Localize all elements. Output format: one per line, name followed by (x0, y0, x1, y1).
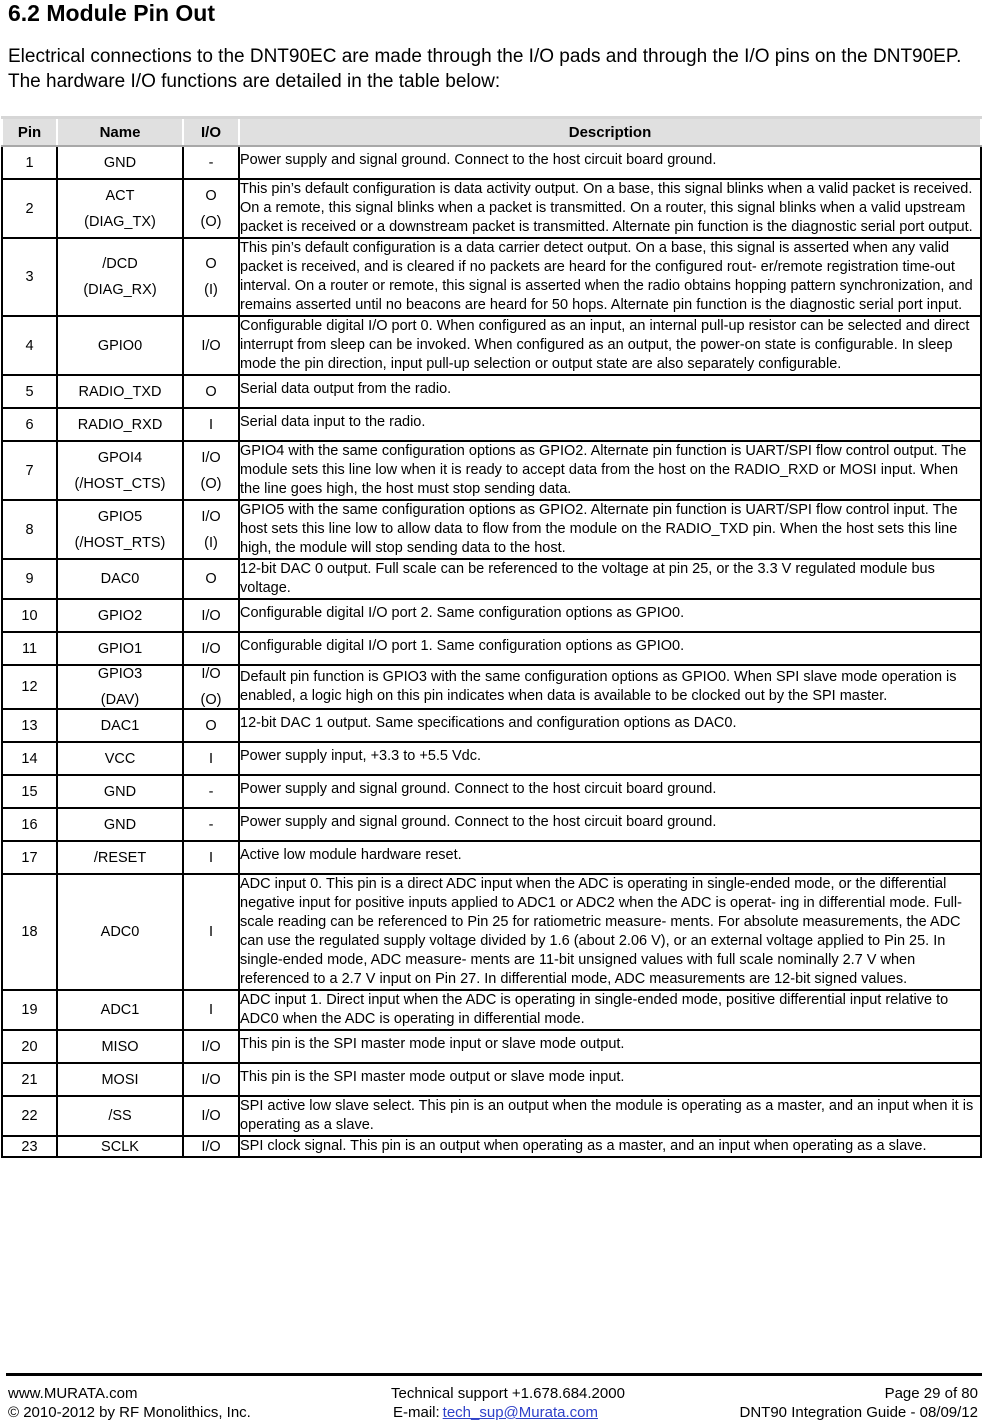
pin-description: Serial data input to the radio. (239, 408, 981, 441)
section-heading: 6.2 Module Pin Out (8, 0, 216, 26)
pin-number: 19 (2, 990, 57, 1030)
pin-name (57, 632, 183, 665)
pin-name-primary: ADC0 (100, 924, 140, 940)
table-row (2, 375, 981, 408)
pin-description: Power supply and signal ground. Connect to the host circuit board ground. (239, 146, 981, 179)
pin-io (183, 316, 239, 375)
pin-name (57, 1096, 183, 1136)
pin-io (183, 1030, 239, 1063)
pin-description: Serial data output from the radio. (239, 375, 981, 408)
pin-name-alternate: (/HOST_CTS) (74, 475, 166, 492)
table-row (2, 1063, 981, 1096)
pin-io (183, 1136, 239, 1157)
pin-io (183, 559, 239, 599)
table-row (2, 709, 981, 742)
pin-io-primary: O (205, 717, 217, 734)
pin-name-alternate: (DIAG_RX) (83, 282, 157, 298)
pin-description: ADC input 1. Direct input when the ADC is operating in single-ended mode, positive differential input relative to ADC0 when the ADC is operating in differential mode. (239, 990, 981, 1030)
pin-io-primary: - (208, 783, 214, 800)
pin-io (183, 441, 239, 500)
pin-name (57, 1030, 183, 1063)
pin-number: 15 (2, 775, 57, 808)
pin-number: 4 (2, 316, 57, 375)
pin-name (57, 238, 183, 316)
pin-name-primary: /SS (108, 1108, 132, 1124)
pin-name-primary: GND (103, 154, 137, 171)
table-row (2, 808, 981, 841)
pin-description: 12-bit DAC 1 output. Same specifications and configuration options as DAC0. (239, 709, 981, 742)
pin-io-primary: I/O (201, 640, 221, 657)
pin-number: 8 (2, 500, 57, 559)
pin-name-primary: GPIO1 (97, 640, 143, 657)
pin-name-primary: GND (103, 816, 137, 833)
table-row (2, 841, 981, 874)
pin-name-alternate: (DAV) (100, 692, 140, 708)
pin-name-primary: GPOI4 (97, 449, 143, 466)
pin-description: This pin’s default configuration is a data carrier detect output. On a base, this signal is asserted when any valid packet is received, and is cleared if no packets are heard for the configured rout- er/remote registration time-out interval. On a router or remote, this signal is asserted when the radio obtains hopping pattern synchronization, and remains asserted until no beacons are heard for 50 hops. Alternate pin function is the diagnostic serial port input. (239, 238, 981, 316)
pin-name-primary: ADC1 (100, 1002, 140, 1018)
pin-io-primary: I (208, 924, 214, 940)
pin-description: Configurable digital I/O port 1. Same configuration options as GPIO0. (239, 632, 981, 665)
pin-description: Active low module hardware reset. (239, 841, 981, 874)
pin-number: 18 (2, 874, 57, 990)
pin-io-primary: I/O (201, 666, 221, 682)
pin-io (183, 146, 239, 179)
pin-name (57, 316, 183, 375)
footer-copyright: © 2010-2012 by RF Monolithics, Inc. (8, 1404, 251, 1421)
pin-name-alternate: (DIAG_TX) (84, 213, 156, 230)
table-row (2, 1030, 981, 1063)
pin-name-primary: MISO (101, 1038, 139, 1055)
pin-io (183, 990, 239, 1030)
pin-description: ADC input 0. This pin is a direct ADC input when the ADC is operating in single-ended mode, or the differential negative input for positive inputs applied to ADC1 or ADC2 when the ADC is operat- ing in differential mode. Full-scale reading can be referenced to Pin 25 for ratiometric measure- ments. For absolute measurements, the ADC can use the regulated supply voltage divided by 1.6 (about 2.06 V), or an external voltage applied to Pin 25. In single-ended mode, ADC measure- ments are 11-bit unsigned values with full scale nominally 2.7 V when referenced to a 2.7 V input on Pin 27. In differential mode, ADC measurements are 12-bit signed values. (239, 874, 981, 990)
pin-io-primary: I/O (201, 1138, 221, 1155)
pin-io-primary: O (205, 571, 217, 587)
pin-description: GPIO4 with the same configuration options as GPIO2. Alternate pin function is UART/SPI flow control output. The module sets this line low when it is ready to accept data from the host on the RADIO_RXD or MOSI input. When the line goes high, the host must stop sending data. (239, 441, 981, 500)
pin-number: 23 (2, 1136, 57, 1157)
pin-name (57, 559, 183, 599)
pin-name-alternate: (/HOST_RTS) (74, 534, 166, 551)
pin-name (57, 841, 183, 874)
pin-io-primary: O (205, 256, 217, 272)
pin-io (183, 632, 239, 665)
pin-number: 1 (2, 146, 57, 179)
pin-number: 9 (2, 559, 57, 599)
pin-name-primary: GPIO0 (97, 337, 143, 354)
pin-name-primary: GPIO3 (97, 666, 143, 682)
pin-name-primary: SCLK (101, 1138, 139, 1155)
pin-name (57, 500, 183, 559)
intro-paragraph: Electrical connections to the DNT90EC are made through the I/O pads and through the I/O pins on the DNT90EP. The hardware I/O functions are detailed in the table below: (8, 46, 962, 92)
pin-number: 14 (2, 742, 57, 775)
pin-number: 11 (2, 632, 57, 665)
footer-guide-title: DNT90 Integration Guide - 08/09/12 (739, 1404, 978, 1421)
pin-description: SPI active low slave select. This pin is an output when the module is operating as a master, and an input when it is operating as a slave. (239, 1096, 981, 1136)
footer-email-link[interactable]: tech_sup@Murata.com (442, 1404, 598, 1421)
pin-io (183, 874, 239, 990)
footer-support-phone: Technical support +1.678.684.2000 (391, 1385, 625, 1402)
pin-name (57, 874, 183, 990)
pin-io (183, 665, 239, 709)
pin-name (57, 1063, 183, 1096)
pin-name-primary: ACT (105, 187, 135, 204)
pin-io (183, 179, 239, 238)
pin-name-primary: GPIO5 (97, 508, 143, 525)
pin-number: 17 (2, 841, 57, 874)
table-row (2, 632, 981, 665)
pin-io-primary: I/O (201, 1071, 221, 1088)
pin-description: SPI clock signal. This pin is an output when operating as a master, and an input when operating as a slave. (239, 1136, 981, 1157)
pin-number: 5 (2, 375, 57, 408)
pin-io-primary: - (208, 154, 214, 171)
pin-out-table (1, 116, 982, 1158)
pin-name-primary: MOSI (101, 1071, 139, 1088)
pin-name (57, 709, 183, 742)
pin-name (57, 146, 183, 179)
pin-name-primary: VCC (104, 750, 136, 767)
header-io: I/O (183, 118, 239, 147)
pin-name-primary: DAC1 (100, 717, 140, 734)
pin-name (57, 441, 183, 500)
pin-number: 7 (2, 441, 57, 500)
pin-io (183, 775, 239, 808)
pin-name (57, 808, 183, 841)
pin-io-primary: I/O (201, 1108, 221, 1124)
pin-name-primary: DAC0 (100, 571, 140, 587)
table-row (2, 1136, 981, 1157)
pin-description: Configurable digital I/O port 2. Same configuration options as GPIO0. (239, 599, 981, 632)
footer-website-link[interactable]: www.MURATA.com (8, 1385, 138, 1402)
pin-description: Power supply input, +3.3 to +5.5 Vdc. (239, 742, 981, 775)
pin-number: 21 (2, 1063, 57, 1096)
pin-number: 20 (2, 1030, 57, 1063)
pin-io-alternate: (O) (200, 475, 222, 492)
table-row (2, 238, 981, 316)
pin-io (183, 500, 239, 559)
pin-name (57, 742, 183, 775)
pin-io (183, 408, 239, 441)
table-row (2, 990, 981, 1030)
pin-io-primary: I/O (201, 449, 221, 466)
table-row (2, 559, 981, 599)
pin-io-alternate: (I) (204, 534, 218, 551)
pin-description: Power supply and signal ground. Connect to the host circuit board ground. (239, 775, 981, 808)
pin-description: This pin’s default configuration is data activity output. On a base, this signal blinks when a valid packet is received. On a remote, this signal blinks when a packet is transmitted. On a router, this signal blinks when a valid upstream packet is received or a downstream packet is transmitted. Alternate pin function is the diagnostic serial port output. (239, 179, 981, 238)
pin-name (57, 990, 183, 1030)
table-row (2, 146, 981, 179)
pin-description: This pin is the SPI master mode output or slave mode input. (239, 1063, 981, 1096)
pin-io-primary: I (208, 416, 214, 433)
pin-name (57, 375, 183, 408)
footer-email-label: E-mail: (393, 1404, 440, 1421)
pin-io-primary: I/O (201, 337, 221, 354)
pin-io-primary: I/O (201, 508, 221, 525)
table-row (2, 441, 981, 500)
pin-name (57, 1136, 183, 1157)
pin-number: 3 (2, 238, 57, 316)
pin-name (57, 775, 183, 808)
pin-number: 12 (2, 665, 57, 709)
pin-io (183, 375, 239, 408)
pin-io-primary: I/O (201, 1038, 221, 1055)
pin-io-primary: O (205, 187, 217, 204)
table-row (2, 599, 981, 632)
pin-io (183, 1096, 239, 1136)
pin-number: 13 (2, 709, 57, 742)
pin-name (57, 665, 183, 709)
pin-name (57, 599, 183, 632)
footer-divider (6, 1373, 982, 1376)
pin-number: 10 (2, 599, 57, 632)
pin-io (183, 1063, 239, 1096)
pin-number: 2 (2, 179, 57, 238)
table-row (2, 665, 981, 709)
pin-io-primary: I/O (201, 607, 221, 624)
pin-io (183, 808, 239, 841)
pin-number: 22 (2, 1096, 57, 1136)
pin-description: 12-bit DAC 0 output. Full scale can be referenced to the voltage at pin 25, or the 3.3 V regulated module bus voltage. (239, 559, 981, 599)
footer-page-number: Page 29 of 80 (884, 1385, 978, 1402)
pin-description: Configurable digital I/O port 0. When configured as an input, an internal pull-up resistor can be selected and direct interrupt from sleep can be invoked. When configured as an output, the power-on state is configurable. In sleep mode the pin direction, input pull-up selection or output state are also separately configurable. (239, 316, 981, 375)
table-row (2, 179, 981, 238)
pin-description: Default pin function is GPIO3 with the same configuration options as GPIO0. When SPI slave mode operation is enabled, a logic high on this pin indicates when data is available to be clocked out by the SPI master. (239, 665, 981, 709)
table-row (2, 316, 981, 375)
header-pin: Pin (2, 118, 57, 147)
pin-io-alternate: (O) (200, 213, 222, 230)
table-row (2, 1096, 981, 1136)
pin-io-primary: I (208, 849, 214, 866)
pin-io-primary: - (208, 816, 214, 833)
table-row (2, 408, 981, 441)
pin-io-primary: O (205, 383, 217, 400)
pin-io-primary: I (208, 750, 214, 767)
table-row (2, 775, 981, 808)
pin-name (57, 179, 183, 238)
pin-io (183, 599, 239, 632)
pin-io (183, 709, 239, 742)
pin-io (183, 841, 239, 874)
footer-email (393, 1403, 598, 1422)
table-row (2, 500, 981, 559)
pin-number: 6 (2, 408, 57, 441)
pin-name-primary: /DCD (102, 256, 138, 272)
pin-name-primary: GND (103, 783, 137, 800)
pin-name (57, 408, 183, 441)
pin-name-primary: /RESET (93, 849, 147, 866)
table-body (2, 146, 981, 1157)
pin-name-primary: GPIO2 (97, 607, 143, 624)
table-row (2, 742, 981, 775)
pin-io (183, 742, 239, 775)
table-row (2, 874, 981, 990)
pin-description: Power supply and signal ground. Connect to the host circuit board ground. (239, 808, 981, 841)
pin-description: This pin is the SPI master mode input or slave mode output. (239, 1030, 981, 1063)
table-header-row (2, 118, 981, 147)
pin-io-primary: I (208, 1002, 214, 1018)
pin-name-primary: RADIO_RXD (77, 416, 163, 433)
header-name: Name (57, 118, 183, 147)
header-description: Description (239, 118, 981, 147)
pin-description: GPIO5 with the same configuration options as GPIO2. Alternate pin function is UART/SPI flow control input. The host sets this line low to allow data to flow from the module on the RADIO_TXD pin. When the host sets this line high, the module will stop sending data to the host. (239, 500, 981, 559)
pin-io-alternate: (O) (200, 692, 222, 708)
pin-io-alternate: (I) (204, 282, 218, 298)
pin-number: 16 (2, 808, 57, 841)
pin-name-primary: RADIO_TXD (78, 383, 162, 400)
pin-io (183, 238, 239, 316)
